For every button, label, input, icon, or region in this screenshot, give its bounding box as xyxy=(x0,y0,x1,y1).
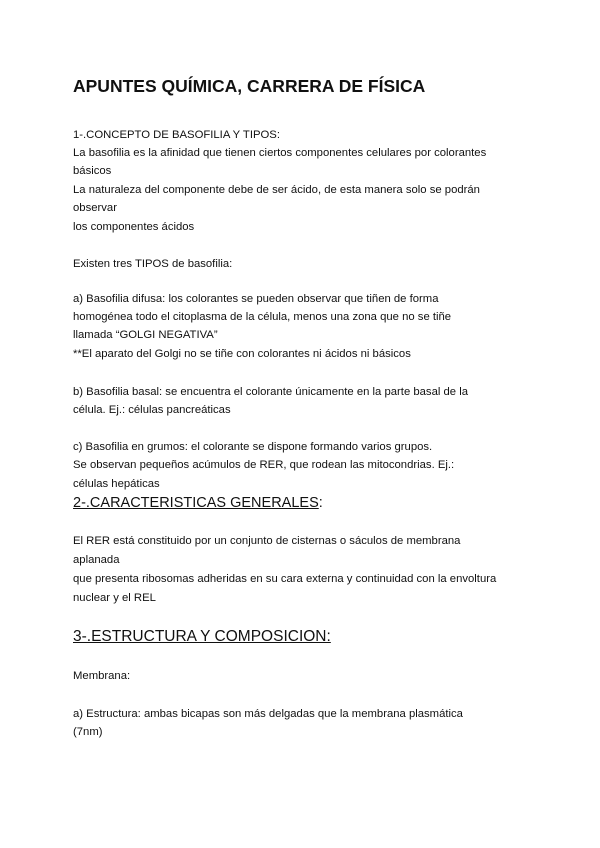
paragraph-line: nuclear y el REL xyxy=(73,592,156,604)
paragraph-line: (7nm) xyxy=(73,726,103,738)
paragraph-line: Membrana: xyxy=(73,670,131,682)
section-2-heading-text: 2-.CARACTERISTICAS GENERALES xyxy=(73,495,319,511)
paragraph-line: células hepáticas xyxy=(73,478,160,490)
paragraph-line: los componentes ácidos xyxy=(73,221,195,233)
paragraph-line: El RER está constituido por un conjunto de cisternas o sáculos de membrana xyxy=(73,535,461,547)
paragraph-line: Se observan pequeños acúmulos de RER, que rodean las mitocondrias. Ej.: xyxy=(73,459,455,471)
section-3-heading: 3-.ESTRUCTURA Y COMPOSICION: xyxy=(73,628,331,645)
paragraph-line: c) Basofilia en grumos: el colorante se dispone formando varios grupos. xyxy=(73,441,433,453)
paragraph-line: La naturaleza del componente debe de ser ácido, de esta manera solo se podrán xyxy=(73,184,480,196)
paragraph-line: observar xyxy=(73,202,117,214)
paragraph-line: a) Basofilia difusa: los colorantes se pueden observar que tiñen de forma xyxy=(73,293,439,305)
paragraph-line: Existen tres TIPOS de basofilia: xyxy=(73,258,233,270)
section-2-heading xyxy=(73,494,323,512)
section-1-heading: 1-.CONCEPTO DE BASOFILIA Y TIPOS: xyxy=(73,129,280,141)
paragraph-line: que presenta ribosomas adheridas en su cara externa y continuidad con la envoltura xyxy=(73,573,497,585)
paragraph-line: homogénea todo el citoplasma de la célula, menos una zona que no se tiñe xyxy=(73,311,452,323)
paragraph-line: a) Estructura: ambas bicapas son más delgadas que la membrana plasmática xyxy=(73,708,463,720)
document-title: APUNTES QUÍMICA, CARRERA DE FÍSICA xyxy=(73,76,426,96)
paragraph-line: célula. Ej.: células pancreáticas xyxy=(73,404,231,416)
paragraph-line: llamada “GOLGI NEGATIVA” xyxy=(73,329,218,341)
paragraph-line: básicos xyxy=(73,165,112,177)
paragraph-line: **El aparato del Golgi no se tiñe con colorantes ni ácidos ni básicos xyxy=(73,348,411,360)
section-2-heading-colon: : xyxy=(318,495,323,511)
paragraph-line: La basofilia es la afinidad que tienen ciertos componentes celulares por colorantes xyxy=(73,147,487,159)
paragraph-line: b) Basofilia basal: se encuentra el colorante únicamente en la parte basal de la xyxy=(73,386,469,398)
paragraph-line: aplanada xyxy=(73,554,120,566)
